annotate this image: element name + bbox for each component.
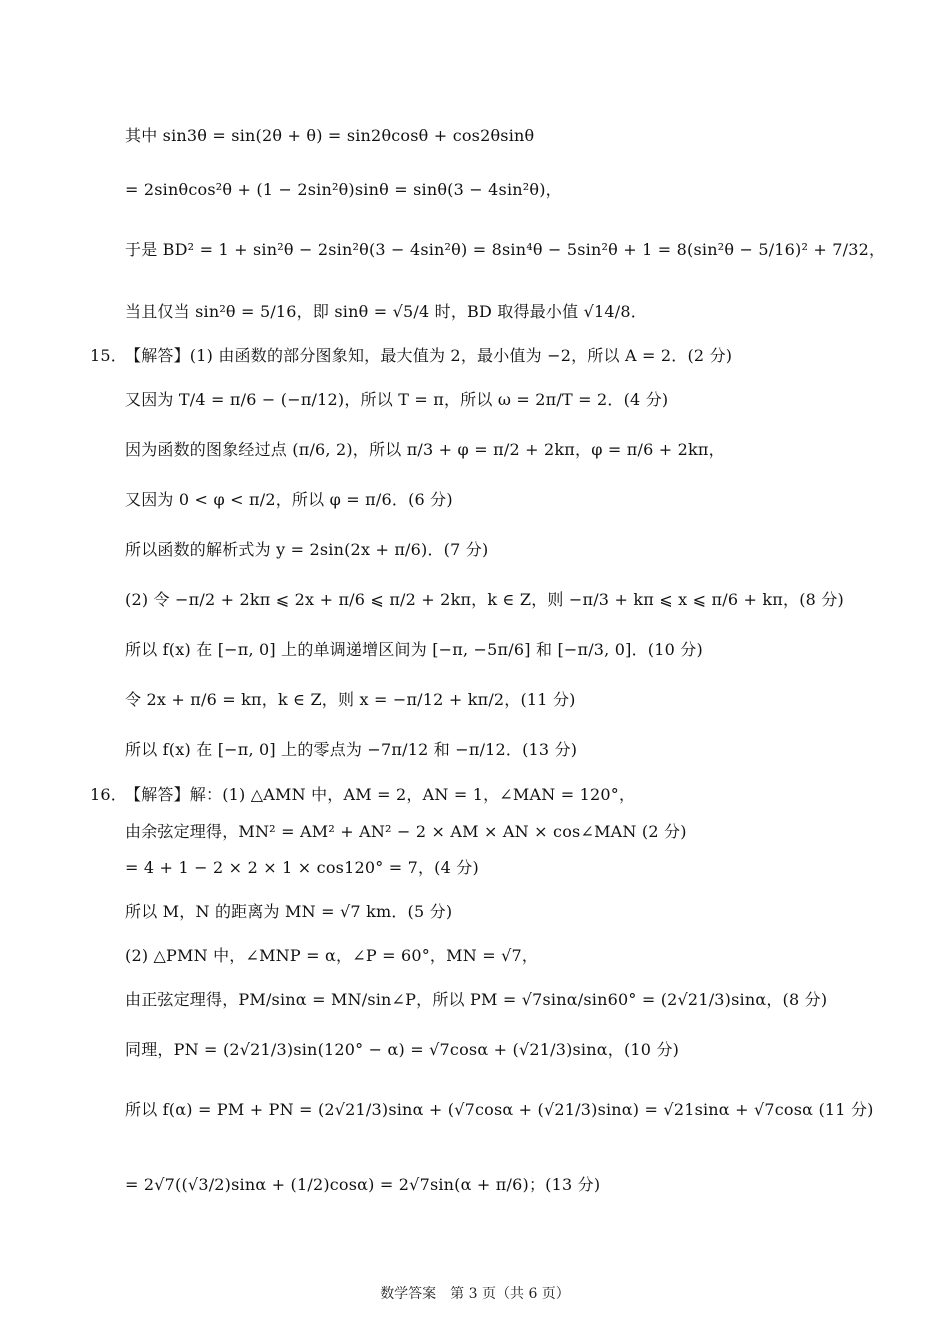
text-line: 当且仅当 sin²θ = 5/16，即 sinθ = √5/4 时，BD 取得最小值 √14/8．: [125, 302, 647, 321]
text-line: 所以函数的解析式为 y = 2sin(2x + π/6)．(7 分): [125, 540, 489, 559]
text-line: 因为函数的图象经过点 (π/6, 2)，所以 π/3 + φ = π/2 + 2kπ，φ = π/6 + 2kπ，: [125, 440, 725, 459]
text-line: 其中 sin3θ = sin(2θ + θ) = sin2θcosθ + cos2θsinθ: [125, 126, 535, 145]
text-line: = 2√7((√3/2)sinα + (1/2)cosα) = 2√7sin(α + π/6)；(13 分): [125, 1175, 601, 1194]
text-line: 令 2x + π/6 = kπ，k ∈ Z，则 x = −π/12 + kπ/2，(11 分): [125, 690, 576, 709]
text-line: 所以 f(α) = PM + PN = (2√21/3)sinα + (√7cosα + (√21/3)sinα) = √21sinα + √7cosα (11 分): [125, 1100, 874, 1119]
text-line: 于是 BD² = 1 + sin²θ − 2sin²θ(3 − 4sin²θ) = 8sin⁴θ − 5sin²θ + 1 = 8(sin²θ − 5/16)² + 7/32，: [125, 240, 886, 259]
text-line: 所以 M，N 的距离为 MN = √7 km．(5 分): [125, 902, 453, 921]
text-line: 所以 f(x) 在 [−π, 0] 上的单调递增区间为 [−π, −5π/6] 和 [−π/3, 0]．(10 分): [125, 640, 703, 659]
question-number: 15．: [90, 346, 127, 365]
text-line: (2) △PMN 中，∠MNP = α，∠P = 60°，MN = √7，: [125, 946, 539, 965]
page-footer: 数学答案 第 3 页（共 6 页）: [380, 1286, 570, 1302]
text-line: 由正弦定理得，PM/sinα = MN/sin∠P，所以 PM = √7sinα/sin60° = (2√21/3)sinα，(8 分): [125, 990, 828, 1009]
text-line: 又因为 T/4 = π/6 − (−π/12)，所以 T = π，所以 ω = 2π/T = 2．(4 分): [125, 390, 669, 409]
text-line: 由余弦定理得，MN² = AM² + AN² − 2 × AM × AN × cos∠MAN (2 分): [125, 822, 687, 841]
text-line: 同理，PN = (2√21/3)sin(120° − α) = √7cosα + (√21/3)sinα，(10 分): [125, 1040, 680, 1059]
text-line: 【解答】解：(1) △AMN 中，AM = 2，AN = 1，∠MAN = 120°，: [125, 785, 636, 804]
question-number: 16．: [90, 785, 127, 804]
text-line: 【解答】(1) 由函数的部分图象知，最大值为 2，最小值为 −2，所以 A = 2．(2 分): [125, 346, 733, 365]
text-line: (2) 令 −π/2 + 2kπ ⩽ 2x + π/6 ⩽ π/2 + 2kπ，k ∈ Z，则 −π/3 + kπ ⩽ x ⩽ π/6 + kπ，(8 分): [125, 590, 844, 609]
text-line: 所以 f(x) 在 [−π, 0] 上的零点为 −7π/12 和 −π/12．(13 分): [125, 740, 578, 759]
text-line: = 4 + 1 − 2 × 2 × 1 × cos120° = 7，(4 分): [125, 858, 479, 877]
text-line: = 2sinθcos²θ + (1 − 2sin²θ)sinθ = sinθ(3 − 4sin²θ)，: [125, 180, 562, 199]
text-line: 又因为 0 < φ < π/2，所以 φ = π/6．(6 分): [125, 490, 453, 509]
